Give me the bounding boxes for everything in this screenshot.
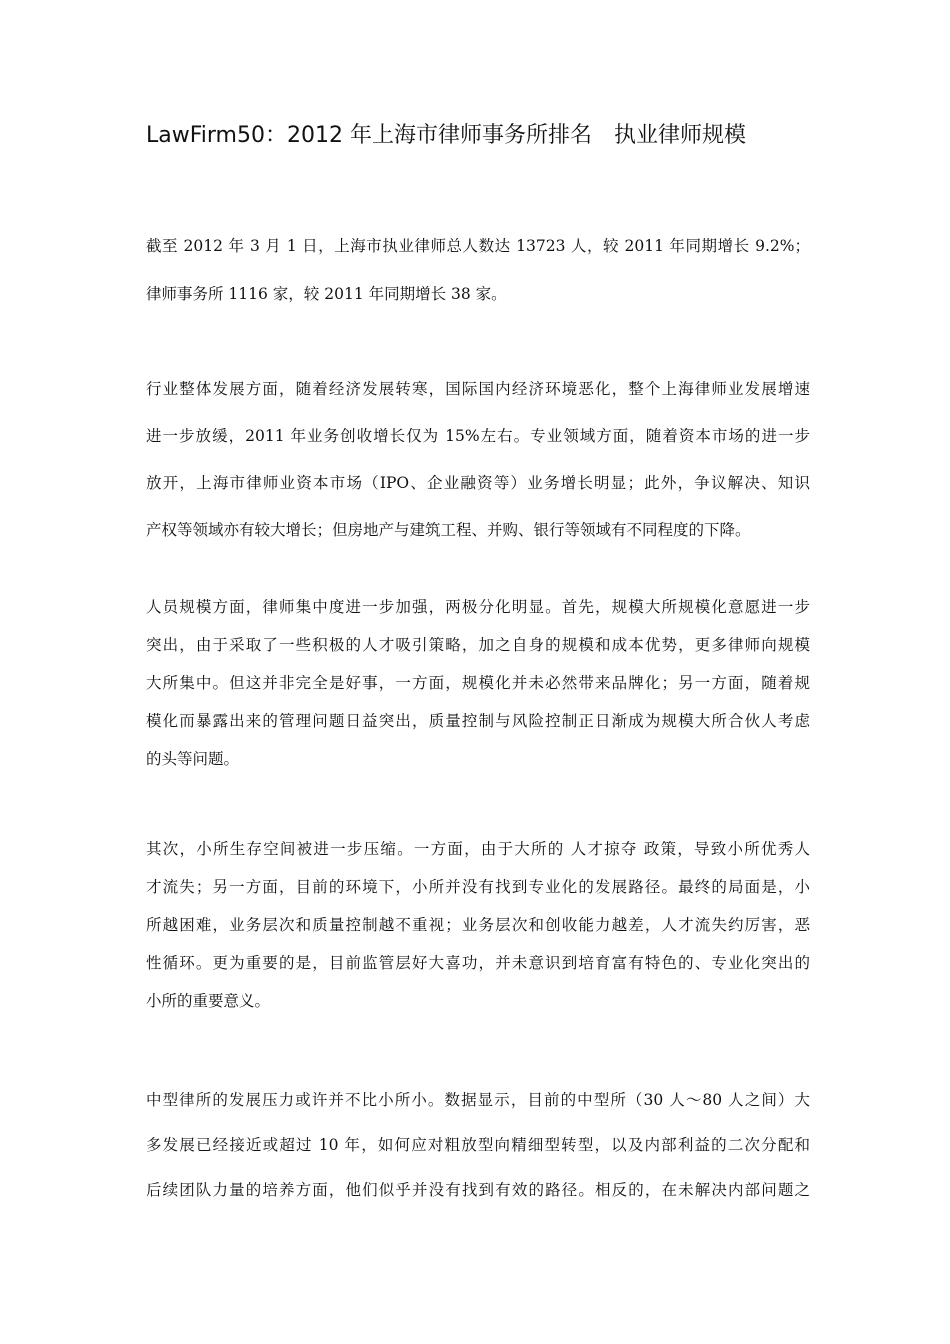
paragraph-line: 律师事务所 1116 家，较 2011 年同期增长 38 家。 <box>146 285 507 303</box>
paragraph-line: 小所的重要意义。 <box>146 992 271 1010</box>
paragraph-line: 的头等问题。 <box>146 750 240 768</box>
paragraph-line: 截至 2012 年 3 月 1 日，上海市执业律师总人数达 13723 人，较 2011 年同期增长 9.2%； <box>146 237 810 255</box>
document-title: LawFirm50：2012 年上海市律师事务所排名 执业律师规模 <box>146 123 746 148</box>
paragraph-line: 才流失；另一方面，目前的环境下，小所并没有找到专业化的发展路径。最终的局面是，小 <box>146 878 810 896</box>
paragraph-line: 中型律所的发展压力或许并不比小所小。数据显示，目前的中型所（30 人～80 人之间）大 <box>146 1091 810 1109</box>
paragraph-line: 进一步放缓，2011 年业务创收增长仅为 15%左右。专业领域方面，随着资本市场的进一步 <box>146 427 810 445</box>
paragraph-line: 其次，小所生存空间被进一步压缩。一方面，由于大所的 人才掠夺 政策，导致小所优秀人 <box>146 840 810 858</box>
paragraph-mid-size-firms <box>146 1078 810 1213</box>
paragraph-summary <box>146 222 810 318</box>
paragraph-line: 性循环。更为重要的是，目前监管层好大喜功，并未意识到培育富有特色的、专业化突出的 <box>146 954 810 972</box>
paragraph-line: 产权等领域亦有较大增长；但房地产与建筑工程、并购、银行等领域有不同程度的下降。 <box>146 521 751 539</box>
paragraph-line: 突出，由于采取了一些积极的人才吸引策略，加之自身的规模和成本优势，更多律师向规模 <box>146 636 810 654</box>
paragraph-line: 大所集中。但这并非完全是好事，一方面，规模化并未必然带来品牌化；另一方面，随着规 <box>146 674 810 692</box>
paragraph-line: 行业整体发展方面，随着经济发展转寒，国际国内经济环境恶化，整个上海律师业发展增速 <box>146 380 810 398</box>
paragraph-small-firms <box>146 830 810 1020</box>
paragraph-line: 后续团队力量的培养方面，他们似乎并没有找到有效的路径。相反的，在未解决内部问题之 <box>146 1181 810 1199</box>
paragraph-line: 放开，上海市律师业资本市场（IPO、企业融资等）业务增长明显；此外，争议解决、知识 <box>146 474 810 492</box>
paragraph-personnel-scale <box>146 588 810 778</box>
paragraph-line: 所越困难，业务层次和质量控制越不重视；业务层次和创收能力越差，人才流失约厉害，恶 <box>146 916 810 934</box>
paragraph-line: 模化而暴露出来的管理问题日益突出，质量控制与风险控制正日渐成为规模大所合伙人考虑 <box>146 712 810 730</box>
paragraph-line: 多发展已经接近或超过 10 年，如何应对粗放型向精细型转型，以及内部利益的二次分配和 <box>146 1136 810 1154</box>
paragraph-industry-overview <box>146 366 810 554</box>
paragraph-line: 人员规模方面，律师集中度进一步加强，两极分化明显。首先，规模大所规模化意愿进一步 <box>146 598 810 616</box>
